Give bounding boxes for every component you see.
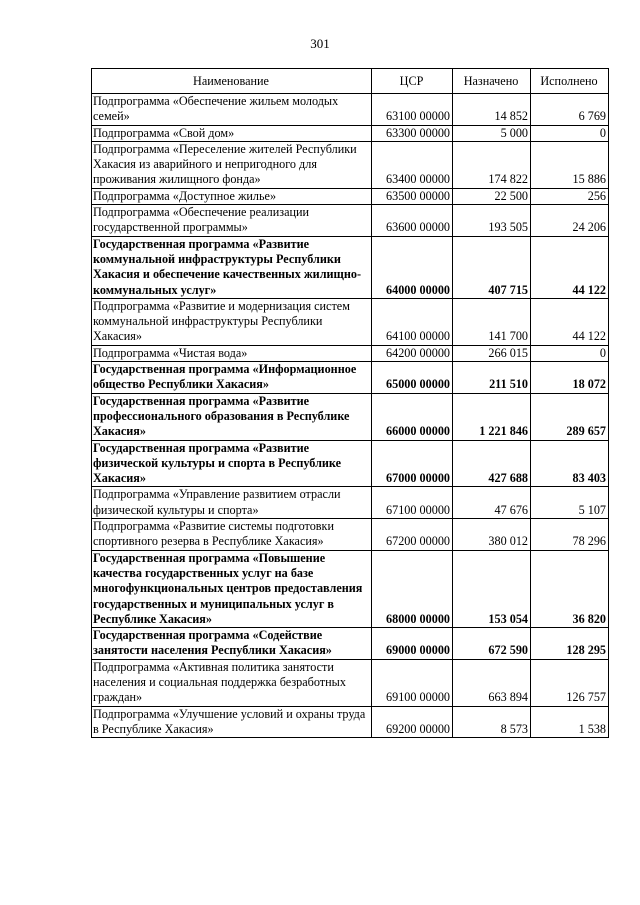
cell-csr: 69000 00000 [372,628,453,660]
cell-name: Подпрограмма «Обеспечение жильем молодых семей» [92,94,372,126]
cell-planned: 153 054 [453,550,531,627]
cell-csr: 67000 00000 [372,440,453,487]
cell-name: Подпрограмма «Переселение жителей Республики Хакасия из аварийного и непригодного для проживания жилищного фонда» [92,141,372,188]
cell-planned: 8 573 [453,706,531,738]
cell-planned: 672 590 [453,628,531,660]
table-row [92,550,609,627]
cell-name: Подпрограмма «Свой дом» [92,125,372,141]
cell-planned: 407 715 [453,236,531,298]
cell-planned: 174 822 [453,141,531,188]
table-row [92,94,609,126]
cell-planned: 5 000 [453,125,531,141]
cell-planned: 211 510 [453,362,531,394]
table-header-row [92,69,609,94]
cell-csr: 64100 00000 [372,298,453,345]
cell-planned: 663 894 [453,659,531,706]
cell-name: Государственная программа «Развитие физической культуры и спорта в Республике Хакасия» [92,440,372,487]
table-row [92,659,609,706]
cell-csr: 69200 00000 [372,706,453,738]
cell-planned: 193 505 [453,205,531,237]
cell-executed: 78 296 [531,519,609,551]
cell-planned: 1 221 846 [453,393,531,440]
header-name: Наименование [92,69,372,94]
cell-name: Подпрограмма «Активная политика занятости населения и социальная поддержка безработных граждан» [92,659,372,706]
cell-executed: 83 403 [531,440,609,487]
cell-executed: 0 [531,125,609,141]
table-body [92,94,609,738]
cell-csr: 63300 00000 [372,125,453,141]
table-row [92,393,609,440]
cell-name: Подпрограмма «Управление развитием отрасли физической культуры и спорта» [92,487,372,519]
cell-planned: 380 012 [453,519,531,551]
cell-executed: 44 122 [531,298,609,345]
cell-executed: 6 769 [531,94,609,126]
cell-name: Государственная программа «Развитие профессионального образования в Республике Хакасия» [92,393,372,440]
table-row [92,345,609,361]
cell-csr: 64000 00000 [372,236,453,298]
cell-csr: 63600 00000 [372,205,453,237]
table-row [92,519,609,551]
cell-executed: 128 295 [531,628,609,660]
table-row [92,298,609,345]
cell-name: Подпрограмма «Доступное жилье» [92,188,372,204]
table-row [92,125,609,141]
cell-csr: 63400 00000 [372,141,453,188]
table-row [92,628,609,660]
cell-name: Подпрограмма «Развитие и модернизация систем коммунальной инфраструктуры Республики Хакасия» [92,298,372,345]
cell-executed: 1 538 [531,706,609,738]
cell-executed: 256 [531,188,609,204]
table-row [92,188,609,204]
budget-table [91,68,609,738]
cell-executed: 126 757 [531,659,609,706]
cell-executed: 289 657 [531,393,609,440]
cell-name: Государственная программа «Информационное общество Республики Хакасия» [92,362,372,394]
cell-csr: 66000 00000 [372,393,453,440]
table-row [92,141,609,188]
cell-name: Государственная программа «Развитие коммунальной инфраструктуры Республики Хакасия и обеспечение качественных жилищно-коммунальных услуг» [92,236,372,298]
cell-executed: 44 122 [531,236,609,298]
cell-csr: 63100 00000 [372,94,453,126]
table-row [92,706,609,738]
cell-csr: 63500 00000 [372,188,453,204]
cell-name: Государственная программа «Повышение качества государственных услуг на базе многофункциональных центров предоставления государственных и муниципальных услуг в Республике Хакасия» [92,550,372,627]
header-planned: Назначено [453,69,531,94]
cell-executed: 18 072 [531,362,609,394]
header-csr: ЦСР [372,69,453,94]
cell-csr: 68000 00000 [372,550,453,627]
table-row [92,362,609,394]
cell-csr: 67200 00000 [372,519,453,551]
cell-planned: 14 852 [453,94,531,126]
cell-executed: 15 886 [531,141,609,188]
cell-name: Подпрограмма «Развитие системы подготовки спортивного резерва в Республике Хакасия» [92,519,372,551]
cell-planned: 22 500 [453,188,531,204]
cell-csr: 69100 00000 [372,659,453,706]
header-executed: Исполнено [531,69,609,94]
cell-name: Подпрограмма «Улучшение условий и охраны труда в Республике Хакасия» [92,706,372,738]
cell-executed: 0 [531,345,609,361]
cell-csr: 64200 00000 [372,345,453,361]
cell-csr: 65000 00000 [372,362,453,394]
cell-name: Подпрограмма «Чистая вода» [92,345,372,361]
page-number: 301 [310,36,330,51]
table-row [92,205,609,237]
table-row [92,440,609,487]
cell-name: Подпрограмма «Обеспечение реализации государственной программы» [92,205,372,237]
cell-planned: 47 676 [453,487,531,519]
cell-executed: 5 107 [531,487,609,519]
cell-planned: 427 688 [453,440,531,487]
cell-executed: 36 820 [531,550,609,627]
cell-executed: 24 206 [531,205,609,237]
cell-name: Государственная программа «Содействие занятости населения Республики Хакасия» [92,628,372,660]
cell-planned: 141 700 [453,298,531,345]
table-row [92,487,609,519]
table-row [92,236,609,298]
cell-planned: 266 015 [453,345,531,361]
cell-csr: 67100 00000 [372,487,453,519]
